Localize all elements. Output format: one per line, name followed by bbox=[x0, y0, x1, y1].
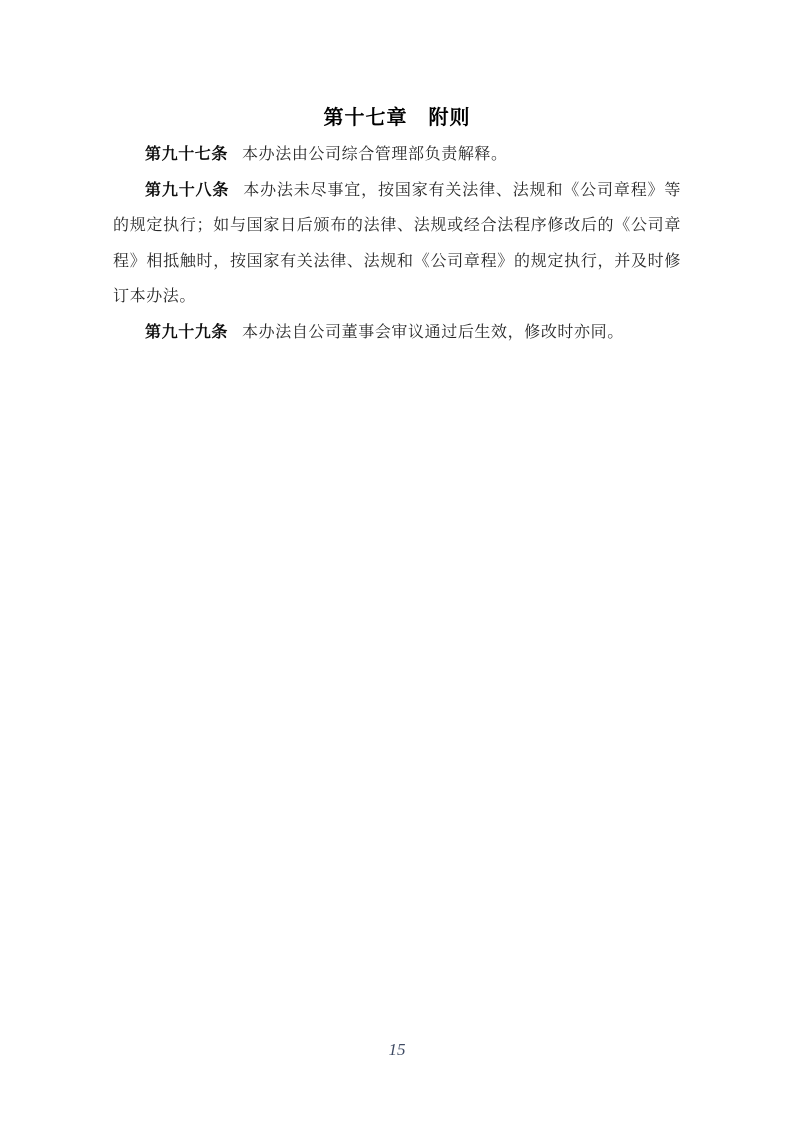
article-number-98: 第九十八条 bbox=[145, 181, 230, 199]
page-footer bbox=[0, 1040, 794, 1060]
chapter-heading: 第十七章 附则 bbox=[323, 107, 471, 129]
article-paragraph-98 bbox=[113, 173, 681, 315]
article-paragraph-97 bbox=[113, 137, 681, 173]
article-number-97: 第九十七条 bbox=[145, 146, 229, 163]
article-number-99: 第九十九条 bbox=[145, 323, 229, 341]
article-paragraph-99 bbox=[113, 315, 681, 351]
article-text-98: 本办法未尽事宜，按国家有关法律、法规和《公司章程》等的规定执行；如与国家日后颁布的法律、法规或经合法程序修改后的《公司章程》相抵触时，按国家有关法律、法规和《公司章程》的规定执行，并及时修订本办法。 bbox=[113, 181, 681, 305]
article-text-99: 本办法自公司董事会审议通过后生效，修改时亦同。 bbox=[242, 323, 624, 341]
article-text-97: 本办法由公司综合管理部负责解释。 bbox=[242, 146, 508, 163]
page-number: 15 bbox=[388, 1040, 406, 1059]
document-content bbox=[113, 104, 681, 350]
